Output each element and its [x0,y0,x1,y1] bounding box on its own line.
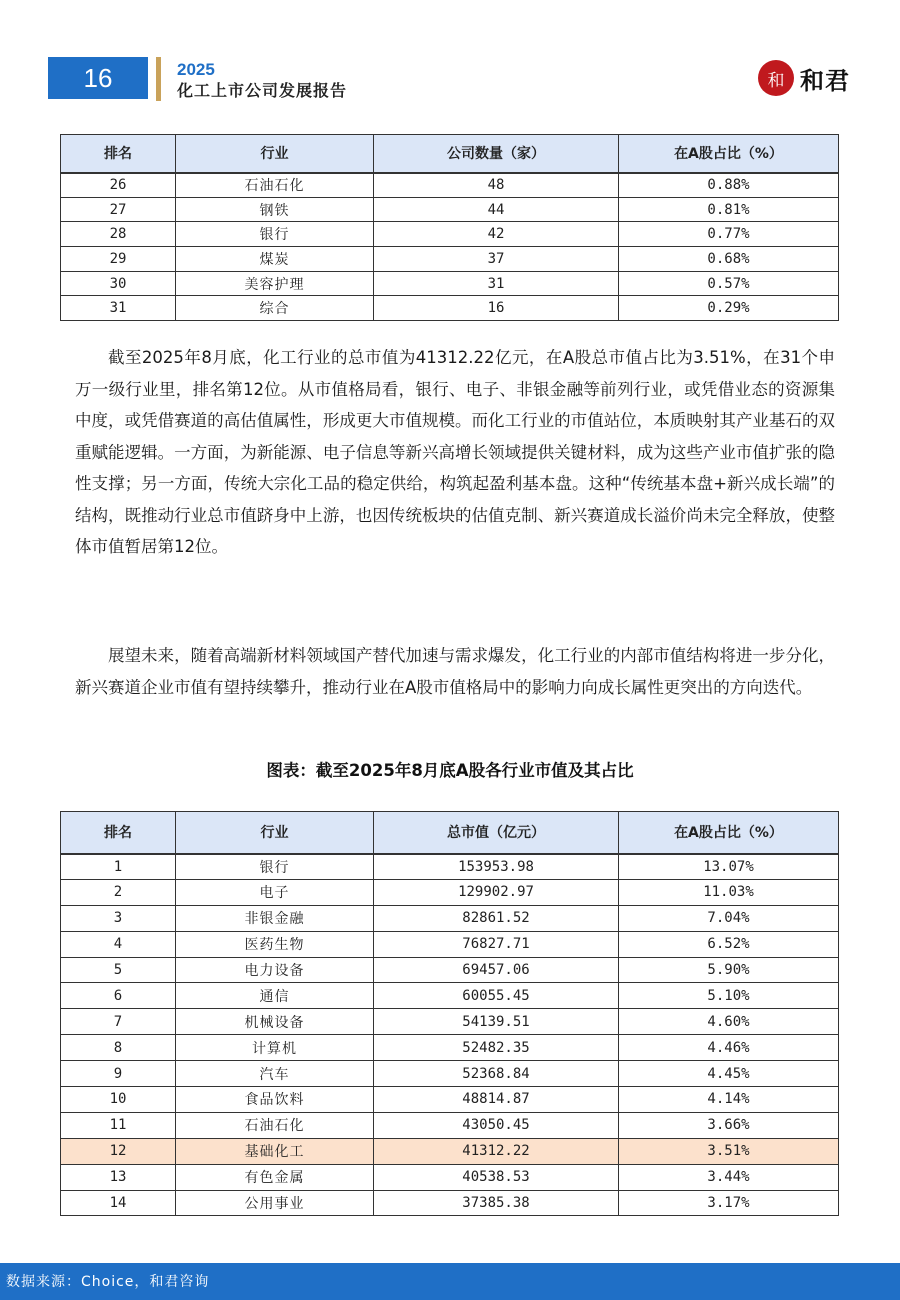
table-row [61,222,839,247]
cell-rank: 10 [61,1087,176,1113]
cell-industry: 汽车 [176,1061,374,1087]
cell-rank: 30 [61,271,176,296]
table-row [61,296,839,321]
cell-industry: 非银金融 [176,905,374,931]
cell-rank: 4 [61,931,176,957]
cell-value: 82861.52 [374,905,619,931]
cell-value: 44 [374,197,619,222]
cell-rank: 28 [61,222,176,247]
table-row [61,1035,839,1061]
table-row [61,1061,839,1087]
cell-industry: 基础化工 [176,1138,374,1164]
cell-rank: 12 [61,1138,176,1164]
cell-share: 0.57% [619,271,839,296]
logo-text: 和君 [800,66,850,95]
table-row [61,983,839,1009]
data-source-note: 数据来源：Choice，和君咨询 [6,1274,210,1290]
industry-company-count-table [60,134,839,321]
report-title: 化工上市公司发展报告 [177,81,348,100]
cell-industry: 综合 [176,296,374,321]
page-number: 16 [48,57,148,99]
cell-value: 52482.35 [374,1035,619,1061]
cell-value: 69457.06 [374,957,619,983]
cell-share: 3.66% [619,1112,839,1138]
cell-industry: 医药生物 [176,931,374,957]
cell-rank: 8 [61,1035,176,1061]
cell-share: 0.29% [619,296,839,321]
cell-share: 7.04% [619,905,839,931]
cell-value: 37 [374,247,619,272]
cell-industry: 石油石化 [176,173,374,198]
column-header-rank: 排名 [61,135,176,173]
table-row [61,854,839,880]
cell-industry: 电力设备 [176,957,374,983]
cell-rank: 3 [61,905,176,931]
cell-rank: 14 [61,1190,176,1216]
column-header-industry: 行业 [176,135,374,173]
body-paragraph-market-cap: 截至2025年8月底，化工行业的总市值为41312.22亿元，在A股总市值占比为3.51%，在31个申万一级行业里，排名第12位。从市值格局看，银行、电子、非银金融等前列行业，或凭借业态的资源集中度，或凭借赛道的高估值属性，形成更大市值规模。而化工行业的市值站位，本质映射其产业基石的双重赋能逻辑。一方面，为新能源、电子信息等新兴高增长领域提供关键材料，成为这些产业市值扩张的隐性支撑；另一方面，传统大宗化工品的稳定供给，构筑起盈利基本盘。这种“传统基本盘+新兴成长端”的结构，既推动行业总市值跻身中上游，也因传统板块的估值克制、新兴赛道成长溢价尚未完全释放，使整体市值暂居第12位。 [75,348,835,556]
cell-industry: 有色金属 [176,1164,374,1190]
cell-value: 42 [374,222,619,247]
cell-industry: 银行 [176,222,374,247]
table-row-highlighted [61,1138,839,1164]
column-header-rank: 排名 [61,812,176,854]
cell-industry: 钢铁 [176,197,374,222]
cell-share: 3.51% [619,1138,839,1164]
report-year: 2025 [177,60,215,79]
cell-value: 52368.84 [374,1061,619,1087]
cell-industry: 食品饮料 [176,1087,374,1113]
cell-share: 11.03% [619,879,839,905]
table-row [61,1087,839,1113]
cell-share: 0.68% [619,247,839,272]
cell-industry: 银行 [176,854,374,880]
company-logo [758,57,850,99]
cell-share: 6.52% [619,931,839,957]
cell-industry: 机械设备 [176,1009,374,1035]
cell-value: 16 [374,296,619,321]
cell-rank: 11 [61,1112,176,1138]
cell-value: 54139.51 [374,1009,619,1035]
column-header-share: 在A股占比（%） [619,135,839,173]
table-row [61,931,839,957]
column-header-industry: 行业 [176,812,374,854]
cell-value: 41312.22 [374,1138,619,1164]
cell-share: 4.46% [619,1035,839,1061]
table-row [61,1164,839,1190]
cell-rank: 5 [61,957,176,983]
cell-share: 4.45% [619,1061,839,1087]
cell-industry: 公用事业 [176,1190,374,1216]
cell-rank: 9 [61,1061,176,1087]
cell-rank: 6 [61,983,176,1009]
cell-industry: 煤炭 [176,247,374,272]
column-header-company-count: 公司数量（家） [374,135,619,173]
cell-value: 129902.97 [374,879,619,905]
cell-value: 153953.98 [374,854,619,880]
table-row [61,197,839,222]
cell-industry: 通信 [176,983,374,1009]
cell-value: 31 [374,271,619,296]
cell-rank: 29 [61,247,176,272]
cell-value: 48 [374,173,619,198]
cell-industry: 电子 [176,879,374,905]
table-header-row [61,135,839,173]
cell-share: 13.07% [619,854,839,880]
cell-rank: 26 [61,173,176,198]
cell-value: 48814.87 [374,1087,619,1113]
table-row [61,247,839,272]
industry-market-cap-table [60,811,839,1216]
cell-industry: 美容护理 [176,271,374,296]
table-row [61,271,839,296]
cell-rank: 2 [61,879,176,905]
cell-value: 60055.45 [374,983,619,1009]
column-header-share: 在A股占比（%） [619,812,839,854]
cell-share: 0.81% [619,197,839,222]
table-row [61,957,839,983]
cell-share: 5.90% [619,957,839,983]
cell-share: 4.14% [619,1087,839,1113]
table-row [61,905,839,931]
table-row [61,1112,839,1138]
cell-share: 3.17% [619,1190,839,1216]
table-row [61,173,839,198]
column-header-market-cap: 总市值（亿元） [374,812,619,854]
cell-value: 37385.38 [374,1190,619,1216]
cell-rank: 13 [61,1164,176,1190]
cell-rank: 1 [61,854,176,880]
table-row [61,1190,839,1216]
cell-share: 5.10% [619,983,839,1009]
header-divider [156,57,161,101]
figure-caption: 图表：截至2025年8月底A股各行业市值及其占比 [266,761,634,780]
cell-industry: 计算机 [176,1035,374,1061]
cell-share: 4.60% [619,1009,839,1035]
cell-industry: 石油石化 [176,1112,374,1138]
cell-share: 0.77% [619,222,839,247]
table-row [61,1009,839,1035]
table-header-row [61,812,839,854]
cell-value: 43050.45 [374,1112,619,1138]
cell-rank: 7 [61,1009,176,1035]
logo-seal-icon: 和 [758,60,794,96]
body-paragraph-outlook: 展望未来，随着高端新材料领域国产替代加速与需求爆发，化工行业的内部市值结构将进一步分化，新兴赛道企业市值有望持续攀升，推动行业在A股市值格局中的影响力向成长属性更突出的方向迭代。 [75,646,835,697]
cell-share: 0.88% [619,173,839,198]
cell-value: 76827.71 [374,931,619,957]
cell-value: 40538.53 [374,1164,619,1190]
cell-rank: 31 [61,296,176,321]
cell-share: 3.44% [619,1164,839,1190]
cell-rank: 27 [61,197,176,222]
table-row [61,879,839,905]
